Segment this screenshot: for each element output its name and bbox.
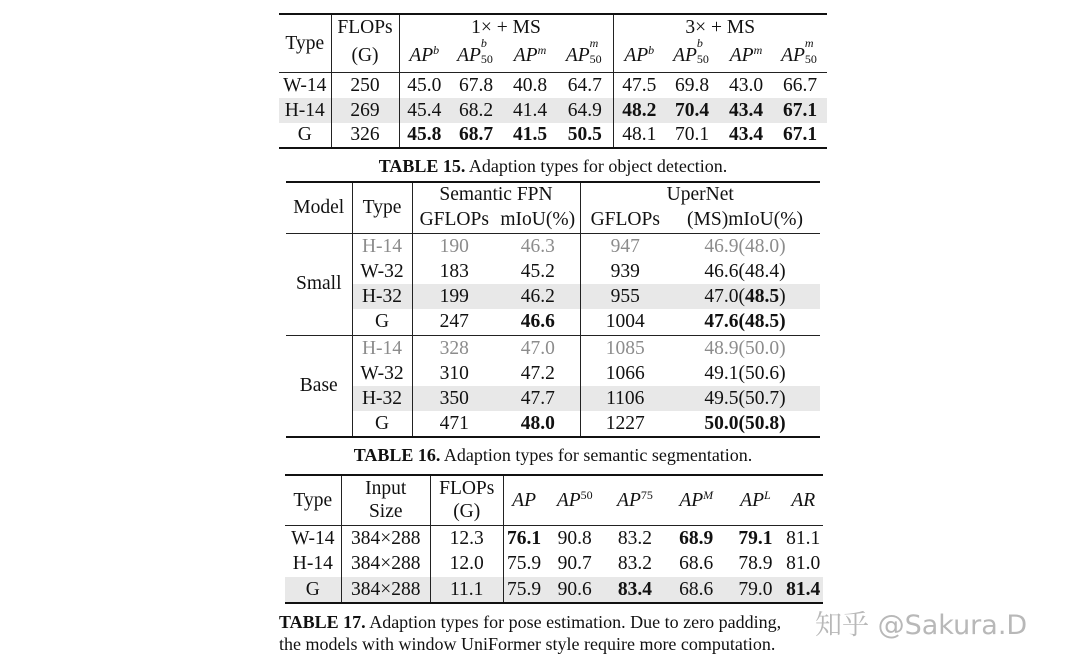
header-semantic-fpn: Semantic FPN bbox=[412, 182, 580, 207]
model-base: Base bbox=[286, 335, 352, 437]
table-16 bbox=[286, 181, 820, 438]
header-model: Model bbox=[286, 182, 352, 233]
header-apl: $AP^L$ bbox=[740, 487, 771, 511]
header-flops: FLOPs (G) bbox=[430, 475, 503, 525]
table-15-grid bbox=[279, 13, 827, 149]
header-ms-miou: (MS)mIoU(%) bbox=[687, 209, 803, 230]
header-ap: AP bbox=[512, 489, 536, 511]
header-group-3x: 3× + MS bbox=[685, 16, 756, 38]
table-row: W-32 183 45.2 939 46.6(48.4) bbox=[286, 259, 820, 284]
header-metric: $AP^b$ bbox=[409, 43, 440, 66]
header-ar: AR bbox=[791, 489, 816, 511]
header-miou: mIoU(%) bbox=[496, 207, 580, 233]
header-metric: AP m 50 bbox=[781, 36, 817, 66]
header-upernet: UperNet bbox=[666, 184, 734, 206]
table-17-grid bbox=[285, 474, 823, 604]
header-metric: AP m 50 bbox=[557, 40, 613, 72]
table-row: W-14 250 45.0 67.8 40.8 64.7 47.5 69.8 43.0 66.7 bbox=[279, 72, 827, 98]
header-metric: $AP^m$ bbox=[513, 43, 547, 66]
table-17 bbox=[285, 474, 823, 604]
table-15 bbox=[279, 13, 827, 149]
header-metric: $AP^m$ bbox=[729, 43, 763, 66]
table-row: H-32 350 47.7 1106 49.5(50.7) bbox=[286, 386, 820, 411]
table-row: H-32 199 46.2 955 47.0(48.5) bbox=[286, 284, 820, 309]
header-metric: AP b 50 bbox=[673, 36, 709, 66]
table-15-caption: TABLE 15. Adaption types for object detection. bbox=[378, 156, 728, 176]
table-16-grid bbox=[286, 181, 820, 438]
model-small: Small bbox=[286, 233, 352, 335]
header-group-1x: 1× + MS bbox=[399, 14, 613, 40]
header-flops-unit: (G) bbox=[331, 40, 399, 72]
table-row: H-14 384×288 12.0 75.9 90.7 83.2 68.6 78.9 81.0 bbox=[285, 551, 823, 577]
table-row: Base H-14 328 47.0 1085 48.9(50.0) bbox=[286, 335, 820, 361]
header-type: Type bbox=[285, 475, 341, 525]
header-gflops: GFLOPs bbox=[590, 209, 660, 230]
table-row: Small H-14 190 46.3 947 46.9(48.0) bbox=[286, 233, 820, 259]
table-row: G 247 46.6 1004 47.6(48.5) bbox=[286, 309, 820, 335]
watermark: 知乎 @Sakura.D bbox=[815, 610, 1028, 641]
table-row: G 384×288 11.1 75.9 90.6 83.4 68.6 79.0 81.4 bbox=[285, 577, 823, 603]
table-17-caption: TABLE 17. Adaption types for pose estimation. Due to zero padding, the models with window UniFormer style require more computation. bbox=[279, 612, 782, 654]
table-row: H-14 269 45.4 68.2 41.4 64.9 48.2 70.4 43.4 67.1 bbox=[279, 98, 827, 123]
header-ap75: AP$^{75}$ bbox=[617, 487, 653, 511]
header-flops: FLOPs bbox=[331, 14, 399, 40]
header-type: Type bbox=[279, 14, 331, 72]
header-gflops: GFLOPs bbox=[419, 209, 489, 230]
table-row: W-32 310 47.2 1066 49.1(50.6) bbox=[286, 361, 820, 386]
header-input-size: Input Size bbox=[341, 475, 430, 525]
table-row: W-14 384×288 12.3 76.1 90.8 83.2 68.9 79.1 81.1 bbox=[285, 525, 823, 551]
table-16-caption: TABLE 16. Adaption types for semantic segmentation. bbox=[353, 445, 753, 465]
header-apm: $AP^M$ bbox=[679, 487, 714, 511]
header-ap50: AP$^{50}$ bbox=[556, 487, 593, 511]
header-metric: AP b 50 bbox=[457, 36, 493, 66]
table-row: G 326 45.8 68.7 41.5 50.5 48.1 70.1 43.4 67.1 bbox=[279, 123, 827, 148]
table-row: G 471 48.0 1227 50.0(50.8) bbox=[286, 411, 820, 437]
header-type: Type bbox=[352, 182, 412, 233]
header-metric: $AP^b$ bbox=[624, 43, 655, 66]
